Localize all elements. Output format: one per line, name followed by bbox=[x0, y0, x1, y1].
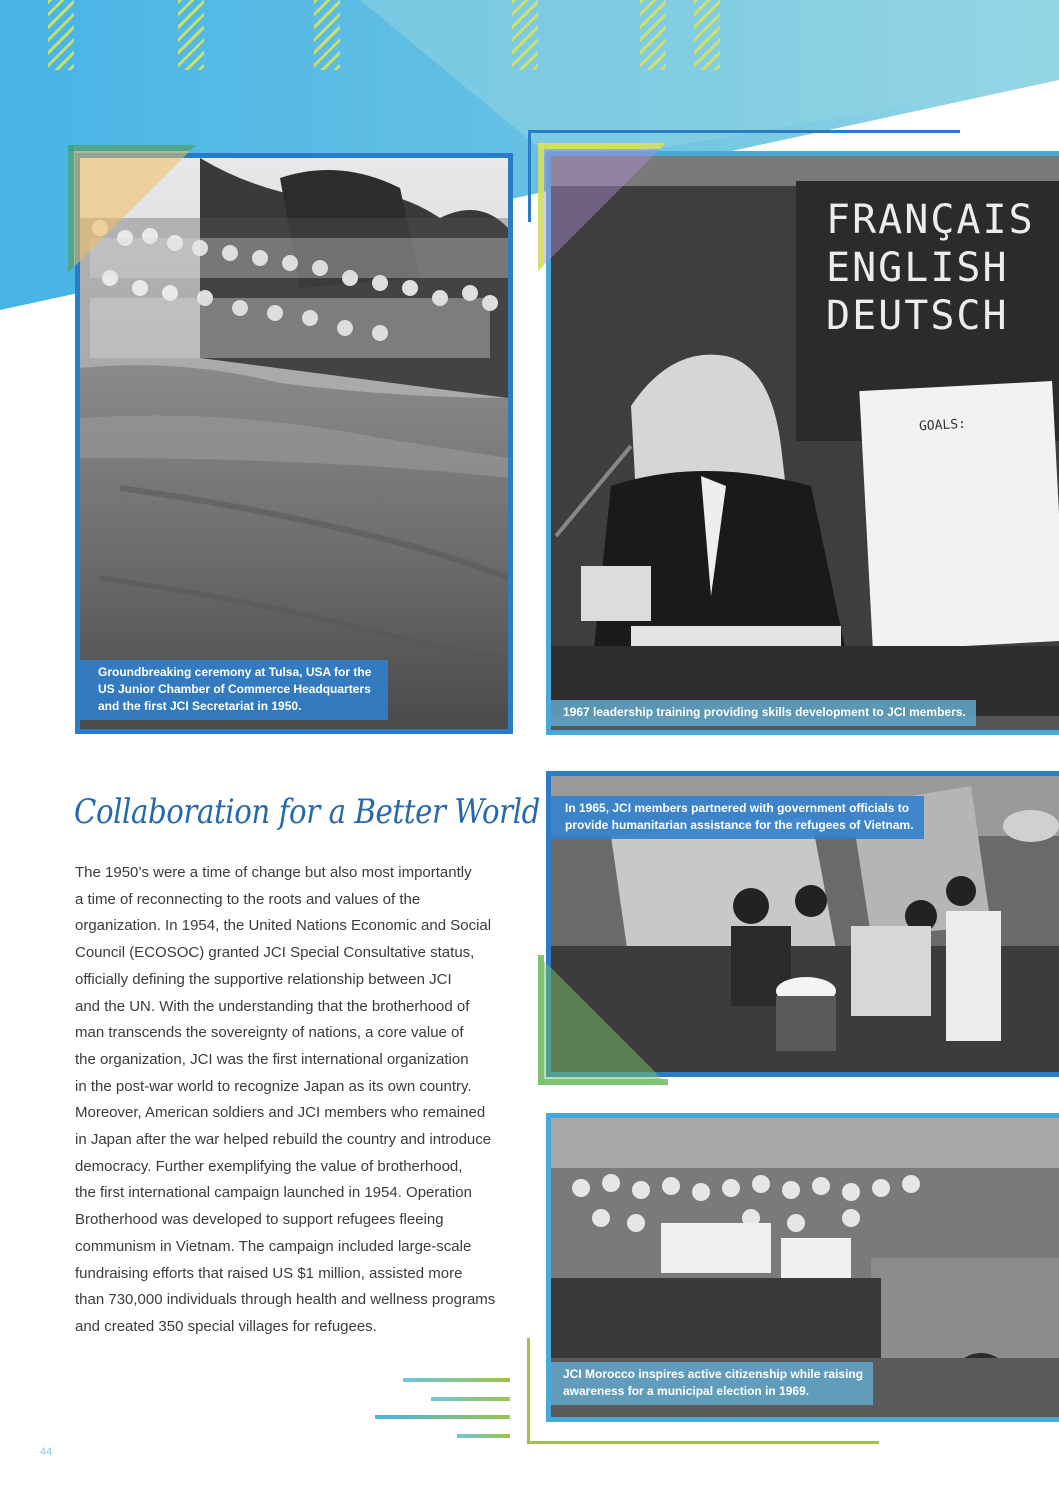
corner-accent bbox=[538, 955, 668, 1085]
stripe-decoration bbox=[375, 1415, 510, 1419]
paragraph-line: in Japan after the war helped rebuild the country and introduce bbox=[75, 1131, 492, 1149]
paragraph-line: and created 350 special villages for refugees. bbox=[75, 1317, 377, 1335]
caption-line: provide humanitarian assistance for the refugees of Vietnam. bbox=[565, 818, 914, 832]
page-number: 44 bbox=[40, 1446, 53, 1458]
paragraph-line: than 730,000 individuals through health and wellness programs bbox=[75, 1291, 496, 1309]
hatch-decoration bbox=[48, 0, 74, 70]
corner-accent bbox=[68, 145, 196, 273]
paragraph-line: a time of reconnecting to the roots and values of the bbox=[75, 890, 421, 908]
hatch-decoration bbox=[640, 0, 666, 70]
paragraph-line: the organization, JCI was the first international organization bbox=[75, 1050, 469, 1068]
stripe-decoration bbox=[457, 1434, 510, 1438]
tulsa-caption bbox=[80, 660, 388, 720]
paragraph-line: Council (ECOSOC) granted JCI Special Consultative status, bbox=[75, 944, 475, 962]
training-caption: 1967 leadership training providing skills development to JCI members. bbox=[551, 700, 976, 726]
stripe-decoration bbox=[431, 1397, 510, 1401]
caption-line: US Junior Chamber of Commerce Headquarters bbox=[98, 682, 371, 696]
corner-accent bbox=[538, 143, 666, 271]
paragraph-line: and the UN. With the understanding that the brotherhood of bbox=[75, 997, 470, 1015]
chalk-line: DEUTSCH bbox=[826, 293, 1009, 339]
paragraph-line: organization. In 1954, the United Nations Economic and Social bbox=[75, 917, 492, 935]
hatch-decoration bbox=[178, 0, 204, 70]
paragraph-line: man transcends the sovereignty of nations, a core value of bbox=[75, 1024, 464, 1042]
caption-line: JCI Morocco inspires active citizenship while raising bbox=[563, 1367, 864, 1381]
paragraph-line: the first international campaign launched in 1954. Operation bbox=[75, 1184, 472, 1202]
goals-chart-heading: GOALS: bbox=[918, 416, 967, 435]
caption-line: In 1965, JCI members partnered with government officials to bbox=[565, 801, 910, 815]
caption-line: and the first JCI Secretariat in 1950. bbox=[98, 699, 302, 713]
caption-line: Groundbreaking ceremony at Tulsa, USA for the bbox=[98, 665, 372, 679]
paragraph-line: in the post-war world to recognize Japan as its own country. bbox=[75, 1077, 472, 1095]
caption-line: awareness for a municipal election in 1969. bbox=[563, 1384, 810, 1398]
morocco-caption bbox=[551, 1362, 873, 1405]
paragraph-line: communism in Vietnam. The campaign included large-scale bbox=[75, 1237, 472, 1255]
chalk-line: FRANÇAIS bbox=[826, 197, 1035, 243]
paragraph-line: Moreover, American soldiers and JCI members who remained bbox=[75, 1104, 486, 1122]
paragraph-line: Brotherhood was developed to support refugees fleeing bbox=[75, 1211, 444, 1229]
frame-line bbox=[527, 1441, 879, 1444]
hatch-decoration bbox=[512, 0, 538, 70]
hatch-decoration bbox=[694, 0, 720, 70]
hatch-decoration bbox=[314, 0, 340, 70]
photo-morocco-election bbox=[546, 1113, 1059, 1422]
frame-line bbox=[528, 130, 531, 222]
paragraph-line: The 1950’s were a time of change but also most importantly bbox=[75, 864, 472, 881]
article-body bbox=[75, 860, 520, 1341]
paragraph-line: fundraising efforts that raised US $1 million, assisted more bbox=[75, 1264, 463, 1282]
section-title: Collaboration for a Better World bbox=[74, 792, 540, 832]
paragraph-line: democracy. Further exemplifying the value of brotherhood, bbox=[75, 1157, 463, 1175]
paragraph-line: officially defining the supportive relationship between JCI bbox=[75, 970, 452, 988]
frame-line bbox=[527, 1338, 530, 1444]
stripe-decoration bbox=[403, 1378, 510, 1382]
frame-line bbox=[528, 130, 960, 133]
chalkboard-text bbox=[826, 196, 1035, 340]
vietnam-caption bbox=[551, 796, 924, 839]
chalk-line: ENGLISH bbox=[826, 245, 1009, 291]
